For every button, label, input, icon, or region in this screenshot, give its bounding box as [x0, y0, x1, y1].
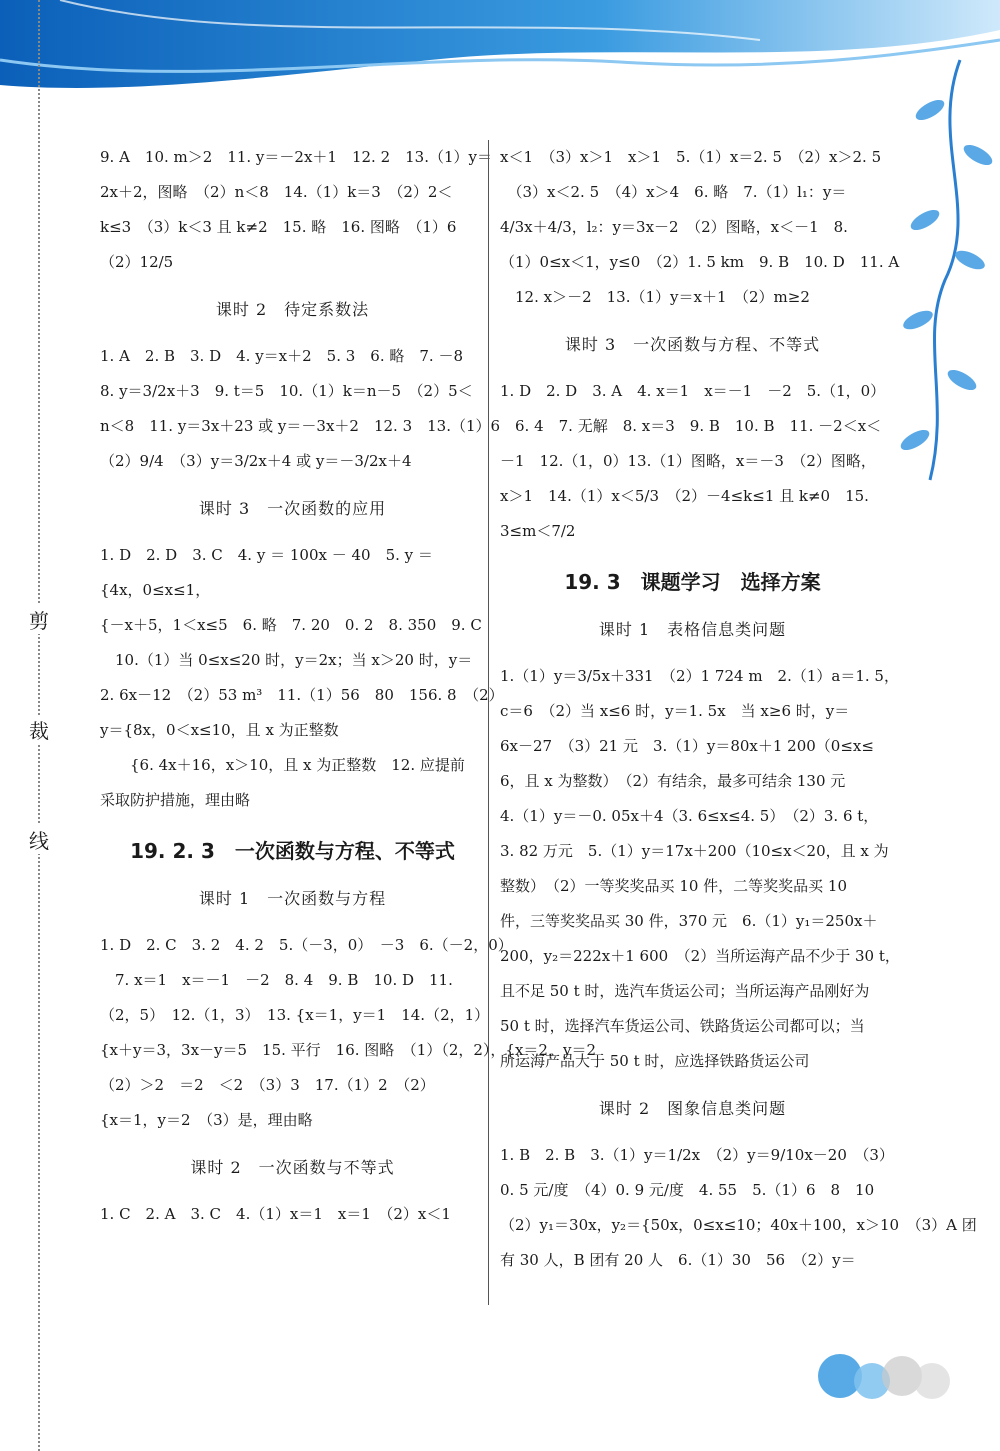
answer-line: c＝6 （2）当 x≤6 时，y＝1. 5x 当 x≥6 时，y＝ [500, 702, 850, 720]
answer-line: {－x＋5，1＜x≤5 6. 略 7. 20 0. 2 8. 350 9. C [100, 616, 482, 634]
answer-line: x＞1 14.（1）x＜5/3 （2）－4≤k≤1 且 k≠0 15. [500, 487, 869, 505]
cut-char-1: 剪 [28, 605, 50, 634]
lesson-title: 课时 3 一次函数的应用 [198, 499, 387, 518]
answer-line: 12. x＞－2 13.（1）y＝x＋1 （2）m≥2 [500, 288, 810, 306]
answer-line: 10.（1）当 0≤x≤20 时，y＝2x；当 x＞20 时，y＝ [100, 651, 473, 669]
answer-line: （2，5） 12.（1，3） 13. {x＝1，y＝1 14.（2，1） [100, 1006, 490, 1024]
answer-line: 6，且 x 为整数） （2）有结余，最多可结余 130 元 [500, 772, 846, 790]
cut-char-3: 线 [28, 825, 50, 854]
answer-line: 50 t 时，选择汽车货运公司、铁路货运公司都可以；当 [500, 1017, 865, 1035]
answer-line: 1. C 2. A 3. C 4.（1）x＝1 x＝1 （2）x＜1 [100, 1205, 451, 1223]
answer-line: 4.（1）y＝－0. 05x＋4（3. 6≤x≤4. 5） （2）3. 6 t， [500, 807, 879, 825]
answer-line: （2）12/5 [100, 253, 174, 271]
answer-line: （3）x＜2. 5 （4）x＞4 6. 略 7.（1）l₁：y＝ [500, 183, 847, 201]
answer-line: －1 12.（1，0）13.（1）图略，x＝－3 （2）图略， [500, 452, 876, 470]
answer-line: {6. 4x＋16，x＞10，且 x 为正整数 12. 应提前 [100, 756, 465, 774]
lesson-title: 课时 2 图象信息类问题 [598, 1099, 787, 1118]
lesson-title: 课时 3 一次函数与方程、不等式 [564, 335, 821, 354]
header-banner [0, 0, 1000, 120]
answer-line: 所运海产品大于 50 t 时，应选择铁路货运公司 [500, 1052, 810, 1070]
answer-line: 6. 4 7. 无解 8. x＝3 9. B 10. B 11. －2＜x＜ [500, 417, 882, 435]
answer-line: 1.（1）y＝3/5x＋331 （2）1 724 m 2.（1）a＝1. 5， [500, 667, 899, 685]
answer-line: 3≤m＜7/2 [500, 522, 576, 540]
answer-line: 6x－27 （3）21 元 3.（1）y＝80x＋1 200（0≤x≤ [500, 737, 874, 755]
answer-line: {x＋y＝3，3x－y＝5 15. 平行 16. 图略 （1）（2，2），{x＝2，y＝2 [100, 1041, 596, 1059]
lesson-title: 课时 1 一次函数与方程 [198, 889, 387, 908]
answer-line: 件，三等奖奖品买 30 件，370 元 6.（1）y₁＝250x＋ [500, 912, 878, 930]
answer-line: 1. D 2. C 3. 2 4. 2 5.（－3，0） －3 6.（－2，0） [100, 936, 513, 954]
answer-line: 有 30 人，B 团有 20 人 6.（1）30 56 （2）y＝ [500, 1251, 856, 1269]
answer-line: k≤3 （3）k＜3 且 k≠2 15. 略 16. 图略 （1）6 [100, 218, 457, 236]
answer-column-right [500, 140, 977, 1278]
answer-line: 且不足 50 t 时，选汽车货运公司；当所运海产品刚好为 [500, 982, 870, 1000]
answer-line: 7. x＝1 x＝－1 －2 8. 4 9. B 10. D 11. [100, 971, 453, 989]
answer-line: x＜1 （3）x＞1 x＞1 5.（1）x＝2. 5 （2）x＞2. 5 [500, 148, 882, 166]
lesson-title: 课时 1 表格信息类问题 [598, 620, 787, 639]
lesson-title: 课时 2 待定系数法 [215, 300, 370, 319]
answer-line: 2. 6x－12 （2）53 m³ 11.（1）56 80 156. 8 （2） [100, 686, 504, 704]
answer-line: 3. 82 万元 5.（1）y＝17x＋200（10≤x＜20，且 x 为 [500, 842, 889, 860]
answer-line: 1. B 2. B 3.（1）y＝1/2x （2）y＝9/10x－20 （3） [500, 1146, 894, 1164]
answer-line: {4x，0≤x≤1， [100, 581, 338, 599]
answer-line: （2）9/4 （3）y＝3/2x＋4 或 y＝－3/2x＋4 [100, 452, 412, 470]
answer-line: （2）y₁＝30x，y₂＝{50x，0≤x≤10；40x＋100，x＞10 （3）A 团 [500, 1216, 977, 1234]
answer-line: 1. D 2. D 3. A 4. x＝1 x＝－1 －2 5.（1，0） [500, 382, 886, 400]
answer-line: （1）0≤x＜1，y≤0 （2）1. 5 km 9. B 10. D 11. A [500, 253, 900, 271]
answer-line: 采取防护措施，理由略 [100, 791, 251, 809]
answer-line: 8. y＝3/2x＋3 9. t＝5 10.（1）k＝n－5 （2）5＜ [100, 382, 473, 400]
section-title: 19. 2. 3 一次函数与方程、不等式 [130, 839, 455, 863]
answer-line: 9. A 10. m＞2 11. y＝－2x＋1 12. 2 13.（1）y＝ [100, 148, 492, 166]
answer-line: 4/3x＋4/3，l₂：y＝3x－2 （2）图略，x＜－1 8. [500, 218, 848, 236]
cut-char-2: 裁 [28, 715, 50, 744]
column-divider [488, 140, 489, 1305]
lesson-title: 课时 2 一次函数与不等式 [190, 1158, 395, 1177]
answer-line: y＝{8x，0＜x≤10，且 x 为正整数 [100, 721, 339, 739]
answer-line: （2）＞2 ＝2 ＜2 （3）3 17.（1）2 （2） [100, 1076, 435, 1094]
answer-line: 2x＋2，图略 （2）n＜8 14.（1）k＝3 （2）2＜ [100, 183, 453, 201]
answer-line: 0. 5 元/度 （4）0. 9 元/度 4. 55 5.（1）6 8 10 [500, 1181, 875, 1199]
answer-line: {x＝1，y＝2 （3）是，理由略 [100, 1111, 313, 1129]
answer-line: 1. A 2. B 3. D 4. y＝x＋2 5. 3 6. 略 7. －8 [100, 347, 464, 365]
watermark-logo [810, 1331, 960, 1421]
answer-line: 整数） （2）一等奖奖品买 10 件，二等奖奖品买 10 [500, 877, 848, 895]
vine-decoration [890, 60, 1000, 480]
answer-line: 200，y₂＝222x＋1 600 （2）当所运海产品不少于 30 t， [500, 947, 900, 965]
section-title: 19. 3 课题学习 选择方案 [564, 570, 821, 594]
answer-line: n＜8 11. y＝3x＋23 或 y＝－3x＋2 12. 3 13.（1）6 [100, 417, 501, 435]
answer-line: 1. D 2. D 3. C 4. y ＝ 100x － 40 5. y ＝ [100, 546, 433, 564]
